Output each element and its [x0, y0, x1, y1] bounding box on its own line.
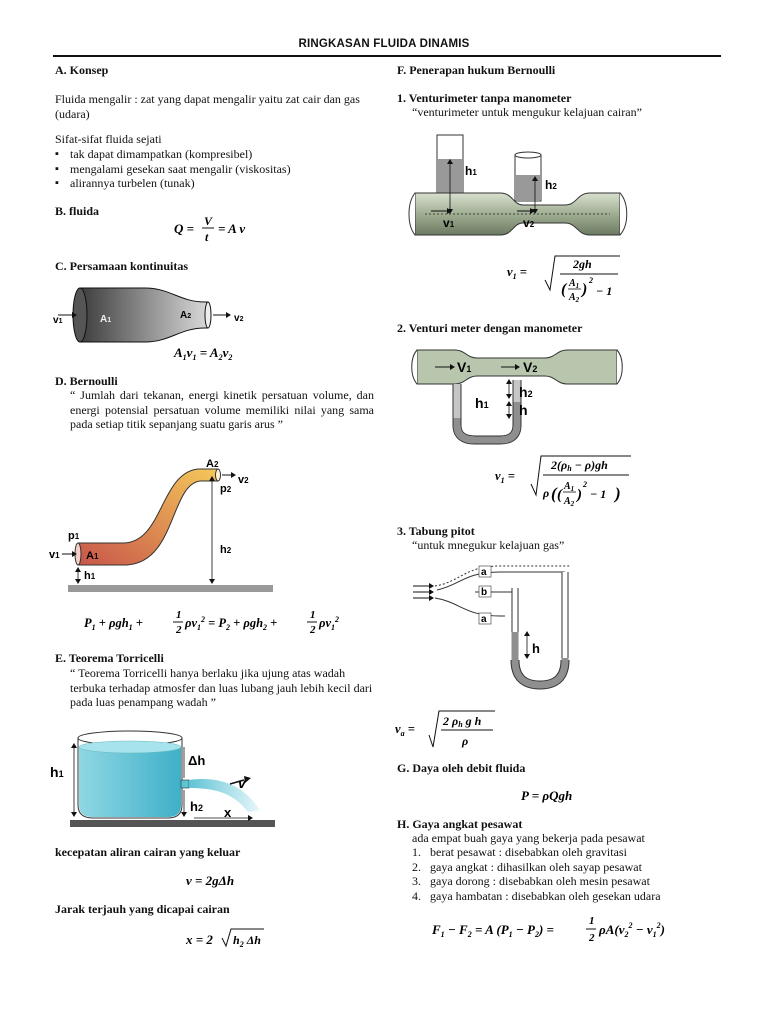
svg-text:h1: h1 [50, 764, 64, 780]
svg-text:t: t [205, 230, 209, 244]
svg-text:a: a [481, 567, 487, 578]
list-item: 3. gaya dorong : disebabkan oleh mesin pesawat [412, 874, 650, 888]
svg-text:h2: h2 [190, 799, 203, 814]
pitot-quote: “untuk mnegukur kelajuan gas” [412, 538, 565, 552]
svg-text:h: h [532, 641, 540, 656]
continuity-equation [170, 342, 270, 362]
bernoulli-diagram [48, 455, 288, 600]
svg-text:ρv12 = P2 + ρgh2 +: $\rho v_1^2 = P_2 + \rho gh_2$ + [185, 615, 278, 632]
svg-text:2: 2 [583, 480, 587, 489]
svg-text:x: x [224, 805, 232, 820]
svg-text:F1 − F2 = A (P1 − P2) =: $F_1 - F_2 = A$ $(P_1 - P_2)$ = [432, 922, 554, 939]
section-h-heading: H. Gaya angkat pesawat [397, 817, 523, 831]
svg-text:A1v1 = A2v2: $A_1v_1 = A_2v_2$ [174, 345, 233, 362]
svg-text:v = 2gΔh: v = 2gΔh [186, 873, 235, 888]
svg-text:ρv12: $\rho v_1^2$ [319, 615, 339, 632]
torricelli-quote: “ Teorema Torricelli hanya berlaku jika ujung atas wadah terbuka terhadap atmosfer dan luas lubang jauh lebih kecil dari pada luas penampang wadah ” [70, 666, 373, 709]
svg-text:h1: h1 [84, 570, 96, 582]
svg-text:va =: $v_a$ = [395, 722, 415, 738]
svg-text:A2: A2 [206, 458, 219, 470]
svg-text:2(ρh − ρ)gh: 2(ρh − ρ)gh [551, 458, 608, 473]
svg-text:1: 1 [176, 609, 182, 621]
svg-text:v1: v1 [53, 315, 63, 326]
svg-text:b: b [481, 587, 488, 598]
svg-text:ρA(v22 − v12): $\rho A(v_2^2 - v_1^2)$ [599, 921, 665, 939]
svg-text:): ) [582, 281, 588, 298]
venturimeter-diagram [405, 125, 635, 240]
svg-text:h2 Δh: $h_2$ Δh [233, 933, 261, 949]
svg-text:P1 + ρgh1 +: $P_1 + \rho gh_1$ + [84, 616, 143, 632]
svg-text:): ) [577, 487, 582, 503]
svg-text:v1 =: $v_1$ = [495, 469, 515, 485]
svg-text:V: V [204, 214, 213, 228]
svg-text:(: ( [557, 487, 562, 503]
venturi-equation [505, 250, 625, 308]
venturi-manometer-heading: 2. Venturi meter dengan manometer [397, 321, 583, 335]
svg-text:2: 2 [589, 932, 595, 944]
svg-text:A2: A2 [180, 310, 192, 321]
pitot-equation [393, 705, 503, 753]
svg-text:A1: $A_1$ [569, 278, 580, 290]
svg-text:2: 2 [176, 624, 182, 636]
section-a-heading: A. Konsep [55, 63, 109, 77]
page-title: RINGKASAN FLUIDA DINAMIS [298, 38, 470, 50]
svg-text:A2: $A_2$ [564, 496, 575, 508]
svg-text:1: 1 [589, 915, 595, 927]
svg-text:Q =: Q = [174, 221, 195, 236]
list-item: 2. gaya angkat : dihasilkan oleh sayap pesawat [412, 859, 642, 874]
svg-text:): ) [615, 484, 621, 503]
svg-text:= A v: = A v [218, 221, 246, 236]
pitot-heading: 3. Tabung pitot [397, 524, 475, 538]
svg-text:2 ρh g h: 2 ρh g h [443, 714, 482, 729]
speed-equation [180, 870, 260, 892]
svg-text:ρ: ρ [462, 734, 469, 748]
svg-text:2: 2 [310, 624, 316, 636]
svg-text:V2: V2 [523, 359, 538, 375]
venturi-quote: “venturimeter untuk mengukur kelajuan cairan” [412, 105, 642, 119]
pitot-tube-diagram [405, 560, 575, 690]
list-item: ▪ mengalami gesekan saat mengalir (viskositas) [55, 162, 375, 177]
lift-force-list [412, 845, 742, 903]
svg-text:A1: A1 [100, 314, 112, 325]
svg-text:h: h [519, 402, 528, 418]
svg-text:p2: p2 [220, 483, 232, 495]
svg-text:A1: A1 [86, 550, 99, 562]
power-equation [515, 784, 605, 806]
svg-text:v: v [238, 775, 246, 791]
section-b-heading: B. fluida [55, 204, 100, 218]
svg-text:− 1: − 1 [596, 284, 613, 298]
svg-text:v2: v2 [523, 216, 535, 230]
svg-text:P = ρQgh: P = ρQgh [521, 788, 573, 803]
svg-text:2gh: 2gh [573, 257, 592, 271]
list-item: ▪ alirannya turbelen (tunak) [55, 176, 375, 191]
lift-equation [428, 910, 688, 946]
svg-text:(: ( [551, 484, 557, 503]
svg-text:v1 =: $v_1$ = [507, 265, 527, 281]
list-item: ▪ tak dapat dimampatkan (kompresibel) [55, 147, 375, 162]
svg-text:h2: h2 [220, 544, 232, 556]
svg-text:v1: v1 [49, 549, 60, 561]
venturi-manometer-diagram [405, 340, 635, 450]
svg-text:v2: v2 [234, 313, 244, 324]
sifat-list [55, 147, 375, 191]
section-d-heading: D. Bernoulli [55, 374, 118, 388]
torricelli-diagram [48, 720, 288, 832]
section-c-heading: C. Persamaan kontinuitas [55, 259, 189, 273]
list-item: 4. gaya hambatan : disebabkan oleh gesekan udara [412, 888, 661, 903]
speed-label: kecepatan aliran cairan yang keluar [55, 845, 241, 859]
continuity-diagram [50, 280, 280, 350]
range-equation [180, 926, 280, 950]
svg-text:Δh: Δh [188, 753, 206, 768]
svg-text:h2: h2 [519, 384, 533, 400]
lift-intro: ada empat buah gaya yang bekerja pada pesawat [412, 831, 645, 845]
svg-text:x = 2: x = 2 [186, 932, 213, 947]
section-a-text: Fluida mengalir : zat yang dapat mengalir yaitu zat cair dan gas (udara) [55, 92, 360, 121]
venturi-manometer-equation [493, 450, 638, 512]
svg-text:h1: h1 [475, 395, 489, 411]
svg-text:A1: $A_1$ [564, 481, 575, 493]
svg-text:1: 1 [310, 609, 316, 621]
section-f-heading: F. Penerapan hukum Bernoulli [397, 63, 556, 77]
svg-text:− 1: − 1 [590, 487, 607, 501]
svg-text:ρ: ρ [543, 486, 550, 500]
venturi-heading: 1. Venturimeter tanpa manometer [397, 91, 572, 105]
svg-text:V1: V1 [457, 359, 472, 375]
sifat-heading: Sifat-sifat fluida sejati [55, 132, 162, 146]
svg-text:v1: v1 [443, 216, 455, 230]
svg-text:v2: v2 [238, 474, 249, 486]
svg-text:h2: h2 [545, 178, 557, 192]
svg-text:p1: p1 [68, 530, 80, 542]
list-item: 1. berat pesawat : disebabkan oleh gravitasi [412, 845, 627, 859]
svg-text:(: ( [561, 281, 567, 298]
svg-text:2: 2 [589, 276, 593, 285]
svg-text:a: a [481, 614, 487, 625]
section-e-heading: E. Teorema Torricelli [55, 651, 164, 665]
bernoulli-equation [80, 605, 350, 639]
svg-text:A2: $A_2$ [569, 292, 580, 304]
svg-text:h1: h1 [465, 164, 477, 178]
title-divider [53, 55, 721, 57]
flow-rate-equation [170, 212, 260, 248]
bernoulli-quote: “ Jumlah dari tekanan, energi kinetik persatuan volume, dan energi potensial persatuan volume memiliki nilai yang sama pada setiap titik sepanjang suatu garis arus ” [70, 388, 374, 431]
section-g-heading: G. Daya oleh debit fluida [397, 761, 526, 775]
range-label: Jarak terjauh yang dicapai cairan [55, 902, 230, 916]
